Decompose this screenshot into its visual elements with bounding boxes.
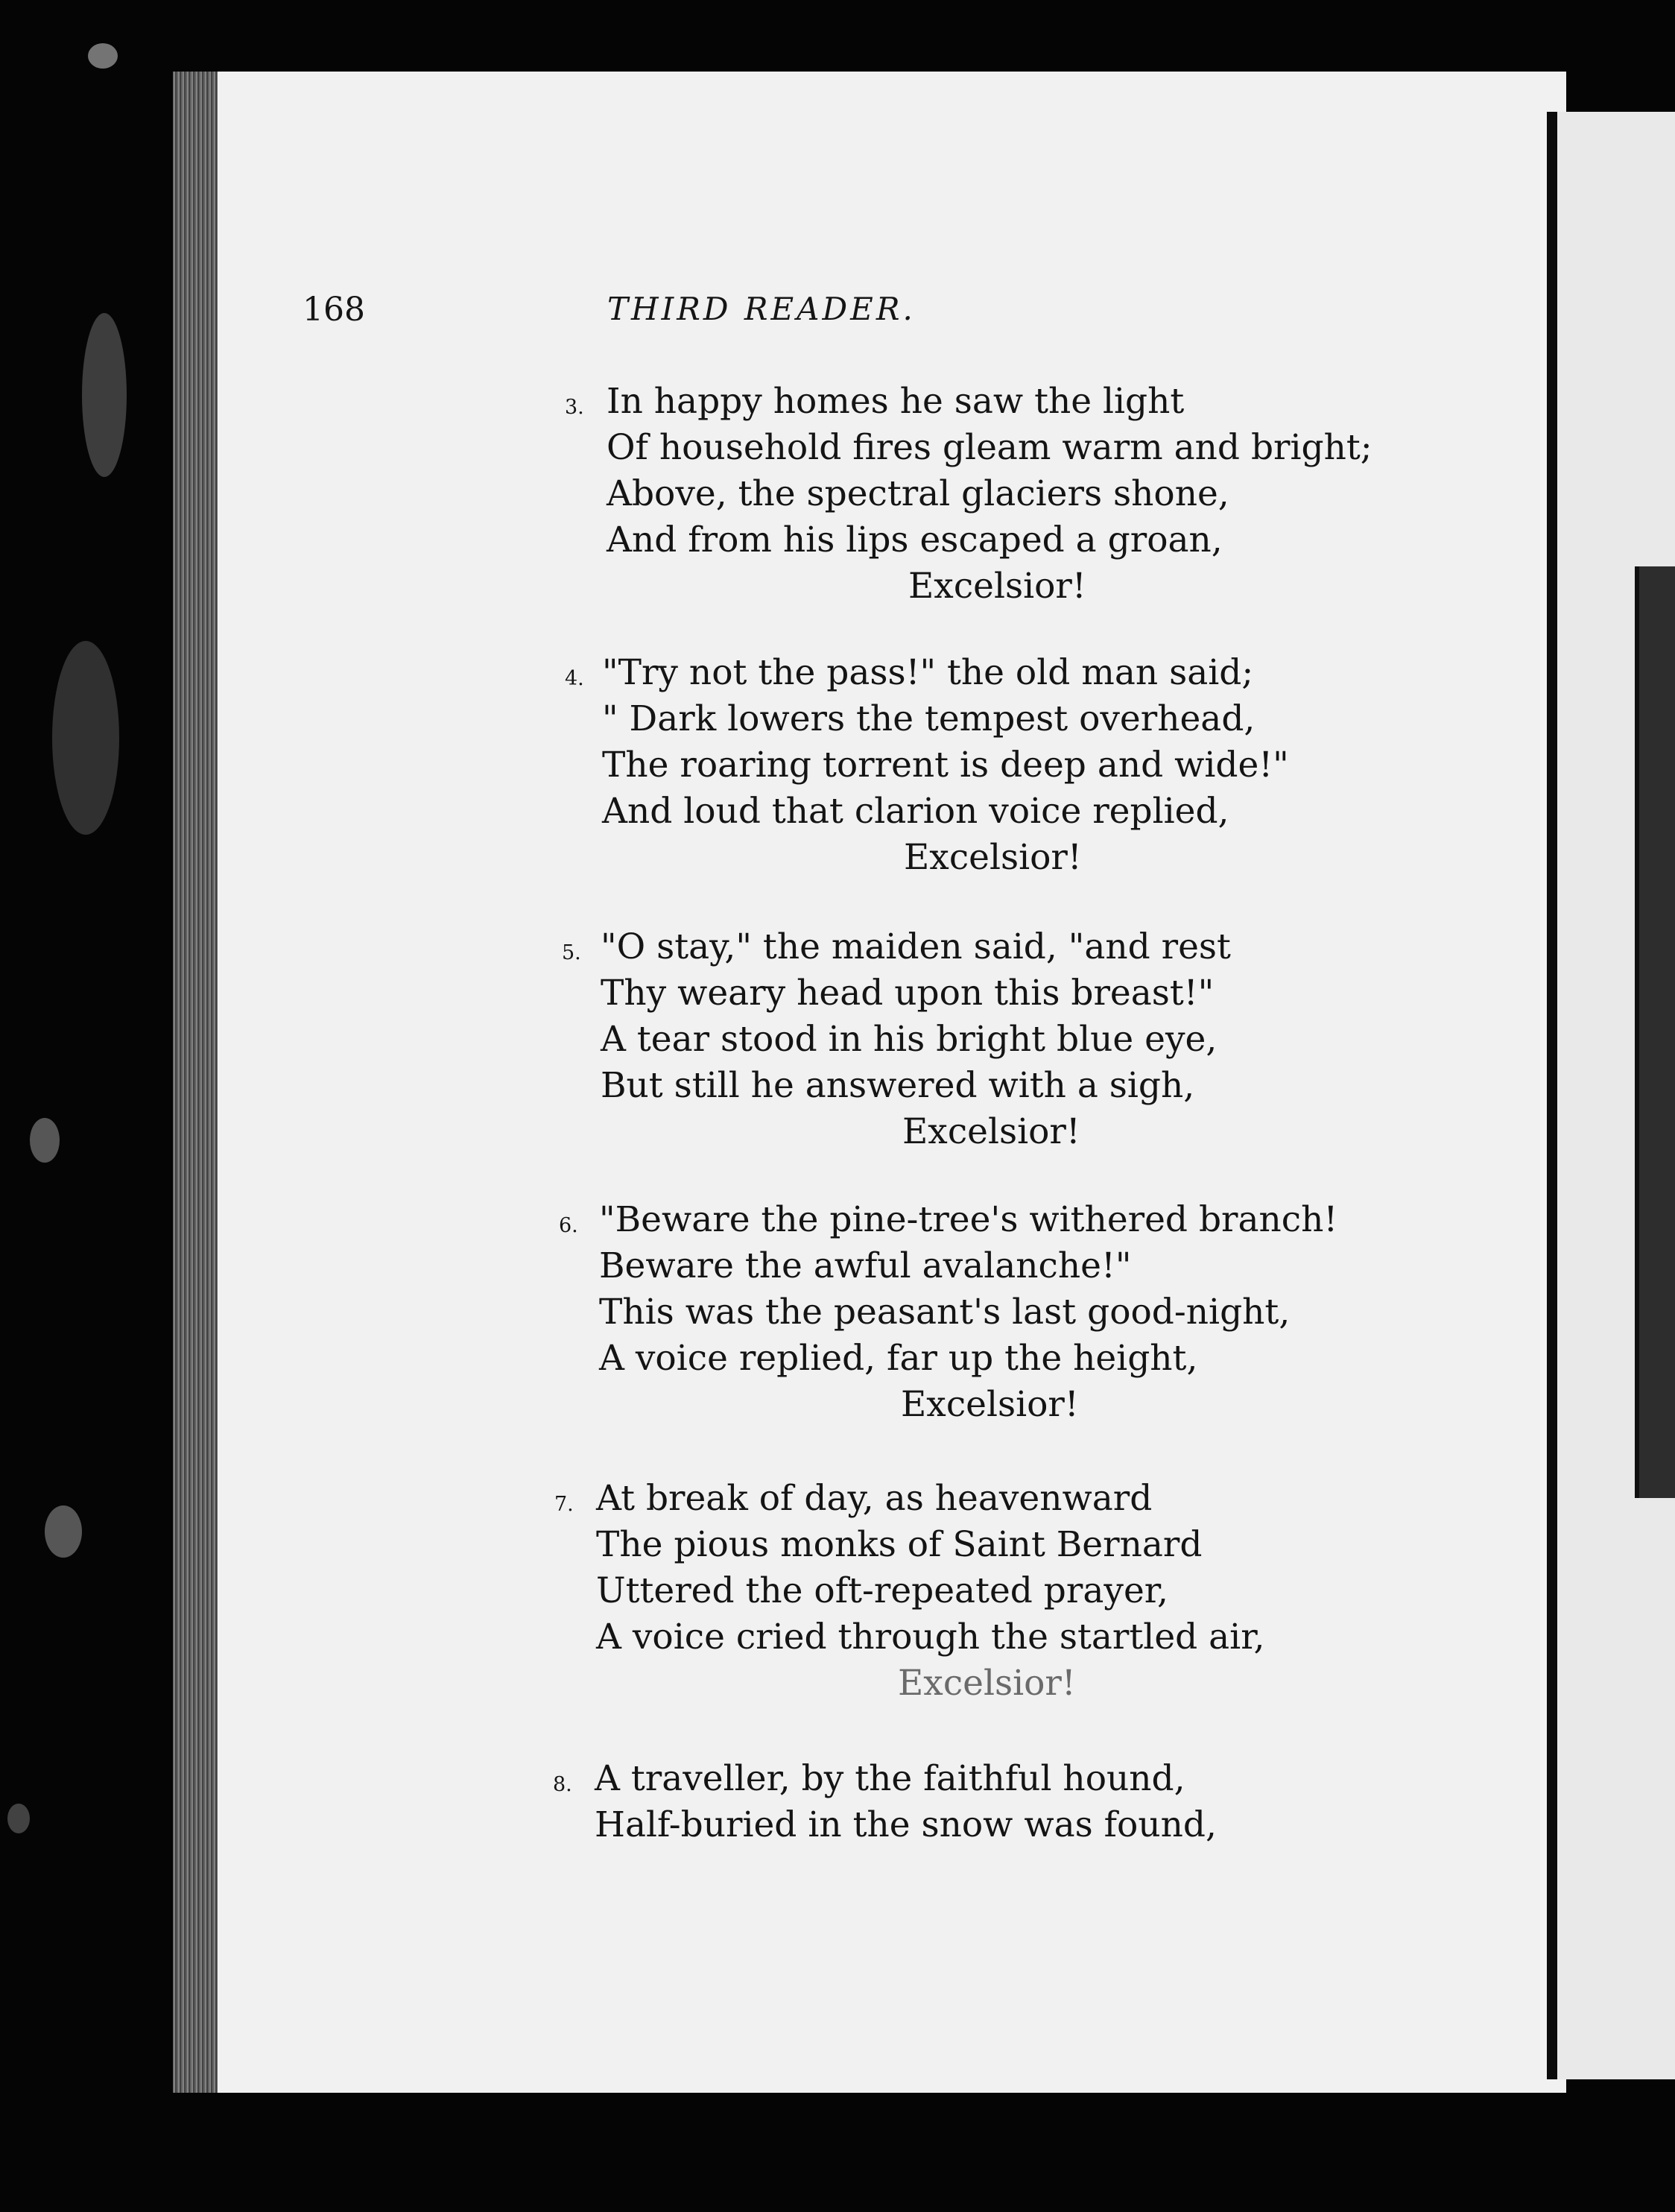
- poem-line: A voice replied, far up the height,: [599, 1338, 1198, 1379]
- stanza-number: 3.: [565, 396, 584, 419]
- poem-line: "O stay," the maiden said, "and rest: [601, 926, 1231, 967]
- poem-line: Uttered the oft-repeated prayer,: [596, 1570, 1168, 1611]
- stanza: [565, 650, 1289, 881]
- poem-line: And loud that clarion voice replied,: [602, 791, 1229, 832]
- running-head: THIRD READER.: [607, 291, 916, 327]
- refrain: Excelsior!: [904, 837, 1082, 878]
- poem-line: Of household fires gleam warm and bright;: [607, 427, 1372, 468]
- poem-line: A traveller, by the faithful hound,: [595, 1758, 1185, 1799]
- stanza-number: 7.: [554, 1493, 574, 1516]
- facing-page-illustration-edge: [1635, 566, 1675, 1498]
- dust-speck: [82, 313, 127, 477]
- poem-line: Beware the awful avalanche!": [599, 1245, 1132, 1286]
- refrain: Excelsior!: [908, 566, 1086, 607]
- poem-line: This was the peasant's last good-night,: [599, 1292, 1291, 1333]
- poem-line: At break of day, as heavenward: [596, 1478, 1153, 1519]
- page-header: [0, 291, 1675, 335]
- stanza: [553, 1756, 1217, 1848]
- stanza-number: 4.: [565, 667, 584, 690]
- refrain: Excelsior!: [898, 1663, 1076, 1704]
- refrain: Excelsior!: [902, 1111, 1080, 1152]
- poem-line: Thy weary head upon this breast!": [601, 973, 1215, 1014]
- stanza: [554, 1476, 1265, 1707]
- dust-speck: [30, 1118, 60, 1163]
- poem-line: "Beware the pine-tree's withered branch!: [599, 1199, 1338, 1240]
- dust-speck: [88, 43, 118, 69]
- poem-line: And from his lips escaped a groan,: [607, 519, 1223, 560]
- poem-line: A tear stood in his bright blue eye,: [601, 1019, 1218, 1060]
- refrain: Excelsior!: [901, 1384, 1079, 1425]
- poem-line: Half-buried in the snow was found,: [595, 1804, 1217, 1845]
- poem-line: "Try not the pass!" the old man said;: [602, 652, 1254, 693]
- stanza: [559, 1197, 1338, 1428]
- poem-line: A voice cried through the startled air,: [596, 1617, 1265, 1658]
- poem-line: But still he answered with a sigh,: [601, 1065, 1195, 1106]
- stanza-number: 6.: [559, 1214, 578, 1237]
- poem-line: " Dark lowers the tempest overhead,: [602, 698, 1256, 739]
- poem-line: The roaring torrent is deep and wide!": [602, 745, 1289, 786]
- page-stack-edge: [173, 72, 219, 2093]
- stanza-number: 5.: [562, 941, 581, 964]
- dust-speck: [45, 1505, 82, 1558]
- gutter-shadow: [1547, 112, 1557, 2079]
- page-number: 168: [303, 291, 365, 329]
- stanza: [565, 379, 1372, 610]
- dust-speck: [52, 641, 119, 835]
- poem-line: The pious monks of Saint Bernard: [596, 1524, 1203, 1565]
- dust-speck: [7, 1804, 30, 1833]
- poem-line: Above, the spectral glaciers shone,: [607, 473, 1229, 514]
- stanza-number: 8.: [553, 1773, 572, 1796]
- stanza: [562, 924, 1231, 1155]
- poem-line: In happy homes he saw the light: [607, 381, 1185, 422]
